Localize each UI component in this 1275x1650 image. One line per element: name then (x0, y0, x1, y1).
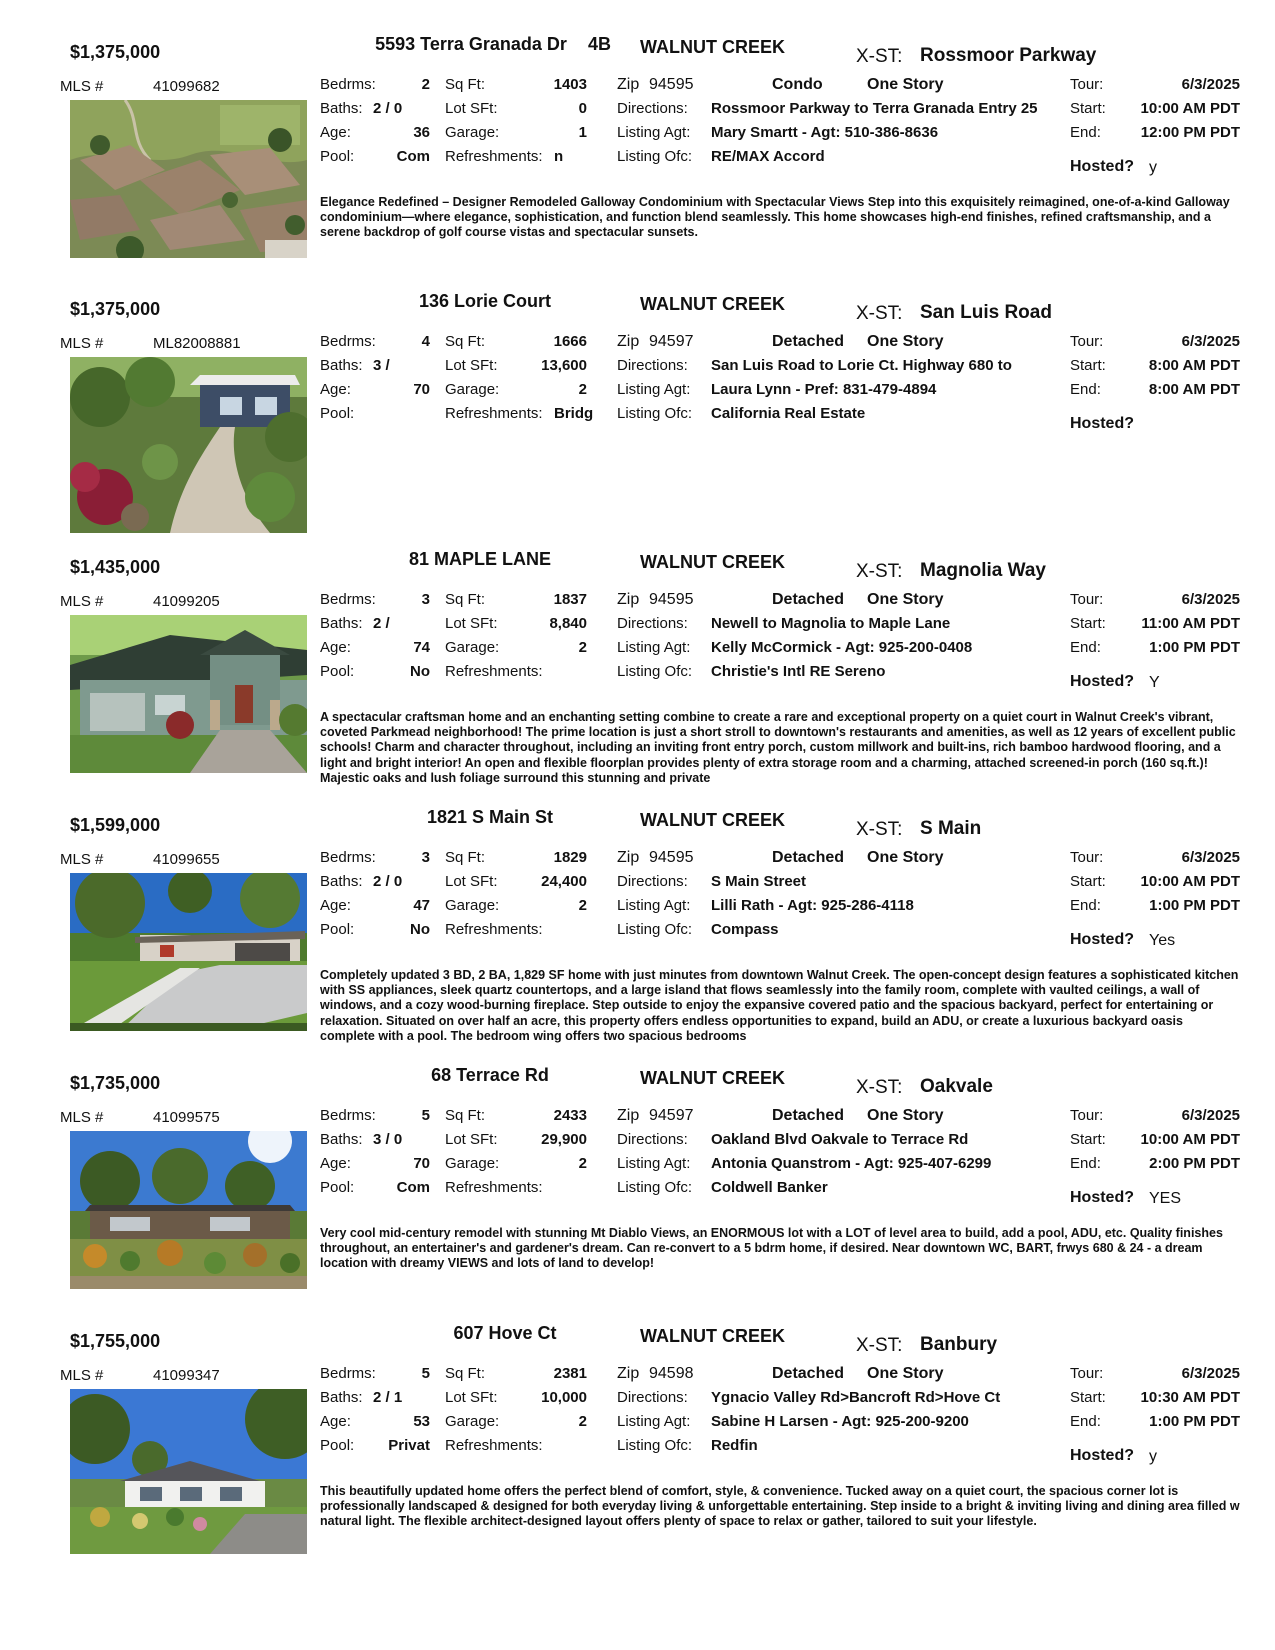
agent-label: Listing Agt: (617, 124, 691, 141)
refreshments-value: Bridg (554, 405, 594, 422)
tour-date: 6/3/2025 (1181, 1107, 1240, 1124)
agent-value: Laura Lynn - Pref: 831-479-4894 (711, 381, 937, 398)
age-value: 70 (413, 1155, 430, 1172)
mls-label: MLS # (60, 1367, 104, 1384)
age-label: Age: (320, 639, 351, 656)
age-value: 70 (413, 381, 430, 398)
bedrooms-value: 4 (421, 333, 430, 350)
sqft-value: 2433 (553, 1107, 587, 1124)
listing-description: Elegance Redefined – Designer Remodeled Galloway Condominium with Spectacular Views Step into this exquisitely reimagined, one-of-a-kind Galloway condominium—where elegance, sophistication, and function blend seamlessly. This home showcases high-end finishes, refined craftsmanship, and a serene backdrop of golf course vistas and spectacular sunsets. (320, 195, 1230, 240)
listing-photo[interactable] (70, 100, 307, 258)
agent-value: Antonia Quanstrom - Agt: 925-407-6299 (711, 1155, 992, 1172)
listing-description: A spectacular craftsman home and an enchanting setting combine to create a rare and exceptional property on a quiet court in Walnut Creek's vibrant, coveted Parkmead neighborhood! The prime location is just a short stroll to downtown's restaurants and amenities, as well as 12 years of excellent public schools! Charm and character throughout, including an inviting front entry porch, custom millwork and built-ins, rich bamboo hardwood flooring, and a light and bright interior! An open and flexible floorplan provides plenty of extra storage room and a charming, attached screened-in porch (160 sq.ft.)! Majestic oaks and lush foliage surround this stunning and private (320, 710, 1236, 785)
listing-description: Completely updated 3 BD, 2 BA, 1,829 SF home with just minutes from downtown Walnut Creek. The open-concept design features a sophisticated kitchen with SS appliances, sleek quartz countertops, and a large island that flows seamlessly into the family room, complete with vaulted ceilings, a wall of windows, and a cozy wood-burning fireplace. Step outside to enjoy the expansive covered patio and the spacious backyard, perfect for entertaining or relaxation. Situated on over half an acre, this property offers endless opportunities to expand, build an ADU, or create a luxurious backyard oasis complete with a pool. The bedroom wing offers two spacious bedrooms (320, 968, 1239, 1043)
listing-card (0, 287, 1275, 535)
listing-price: $1,375,000 (70, 42, 161, 62)
mls-label: MLS # (60, 851, 104, 868)
cross-street-label: X-ST: (856, 819, 903, 840)
sqft-label: Sq Ft: (445, 591, 486, 608)
sqft-label: Sq Ft: (445, 1107, 486, 1124)
ranch-house-photo (70, 873, 307, 1031)
zip-label: Zip (617, 76, 640, 93)
agent-label: Listing Agt: (617, 381, 691, 398)
lot-label: Lot SFt: (445, 100, 498, 117)
sqft-label: Sq Ft: (445, 849, 486, 866)
agent-value: Sabine H Larsen - Agt: 925-200-9200 (711, 1413, 969, 1430)
stories: One Story (867, 333, 944, 350)
property-type: Detached (772, 591, 845, 608)
bedrooms-label: Bedrms: (320, 76, 376, 93)
listing-address: 81 MAPLE LANE (408, 549, 552, 569)
directions-label: Directions: (617, 100, 688, 117)
bedrooms-label: Bedrms: (320, 333, 376, 350)
zip-value: 94597 (649, 333, 694, 350)
start-time: 10:00 AM PDT (1140, 1131, 1240, 1148)
start-label: Start: (1070, 615, 1106, 632)
refreshments-label: Refreshments: (445, 921, 543, 938)
start-time: 10:30 AM PDT (1140, 1389, 1240, 1406)
refreshments-label: Refreshments: (445, 1179, 543, 1196)
tour-label: Tour: (1070, 849, 1104, 866)
pool-value: Com (396, 1179, 430, 1196)
start-label: Start: (1070, 1389, 1106, 1406)
stories: One Story (867, 76, 944, 93)
pool-label: Pool: (320, 921, 355, 938)
lot-label: Lot SFt: (445, 873, 498, 890)
property-type: Condo (772, 76, 823, 93)
cross-street: San Luis Road (920, 302, 1052, 323)
listing-address: 68 Terrace Rd (431, 1065, 549, 1085)
mls-number: 41099347 (153, 1367, 220, 1384)
zip-value: 94595 (649, 849, 694, 866)
end-time: 1:00 PM PDT (1149, 639, 1240, 656)
mls-label: MLS # (60, 1109, 104, 1126)
end-time: 8:00 AM PDT (1148, 381, 1240, 398)
property-type: Detached (772, 1107, 845, 1124)
lot-value: 29,900 (541, 1131, 587, 1148)
baths-value: 3 / 0 (373, 1131, 403, 1148)
start-label: Start: (1070, 873, 1106, 890)
listing-address: 5593 Terra Granada Dr (375, 34, 567, 54)
listing-price: $1,435,000 (70, 557, 161, 577)
office-label: Listing Ofc: (617, 663, 693, 680)
office-label: Listing Ofc: (617, 921, 693, 938)
agent-value: Mary Smartt - Agt: 510-386-8636 (711, 124, 939, 141)
property-type: Detached (772, 1365, 845, 1382)
listing-photo[interactable] (70, 1389, 307, 1554)
cross-street-label: X-ST: (856, 1077, 903, 1098)
listing-description (320, 452, 1240, 527)
lot-value: 13,600 (541, 357, 587, 374)
listing-address: 607 Hove Ct (453, 1323, 557, 1343)
office-label: Listing Ofc: (617, 1437, 693, 1454)
listing-city: WALNUT CREEK (640, 1326, 785, 1346)
listing-photo[interactable] (70, 873, 307, 1031)
tour-date: 6/3/2025 (1181, 333, 1240, 350)
tour-date: 6/3/2025 (1181, 1365, 1240, 1382)
tour-date: 6/3/2025 (1181, 76, 1240, 93)
bedrooms-label: Bedrms: (320, 849, 376, 866)
agent-label: Listing Agt: (617, 639, 691, 656)
refreshments-label: Refreshments: (445, 1437, 543, 1454)
pool-label: Pool: (320, 1437, 355, 1454)
stories: One Story (867, 1365, 944, 1382)
garage-value: 2 (578, 1155, 587, 1172)
cross-street-label: X-ST: (856, 46, 903, 67)
bedrooms-value: 3 (421, 591, 430, 608)
listing-city: WALNUT CREEK (640, 1068, 785, 1088)
listing-description: Very cool mid-century remodel with stunning Mt Diablo Views, an ENORMOUS lot with a LOT of level area to build, add a pool, ADU, etc. Quality finishes throughout, an entertainer's and gardener's dream. Can re-convert to a 5 bdrm home, if desired. Near downtown WC, BART, frwys 680 & 24 - a dream location with dreamy VIEWS and lots of land to develop! (320, 1226, 1223, 1271)
age-label: Age: (320, 124, 351, 141)
end-time: 2:00 PM PDT (1149, 1155, 1240, 1172)
listing-card (0, 803, 1275, 1051)
hosted-value: y (1149, 159, 1157, 176)
baths-label: Baths: (320, 1131, 363, 1148)
lot-label: Lot SFt: (445, 1389, 498, 1406)
bedrooms-value: 2 (421, 76, 430, 93)
pool-value: No (410, 663, 430, 680)
garage-label: Garage: (445, 381, 500, 398)
garage-label: Garage: (445, 639, 500, 656)
end-time: 1:00 PM PDT (1149, 1413, 1240, 1430)
end-label: End: (1070, 124, 1101, 141)
listing-description: This beautifully updated home offers the perfect blend of comfort, style, & convenience. Tucked away on a quiet court, the spacious corner lot is professionally landscaped & designed for both everyday living & unforgettable entertaining. Step inside to a bright & inviting living and dining area filled w natural light. The flexible architect-designed layout offers plenty of space to relax or gather, tailored to suit your lifestyle. (320, 1484, 1240, 1529)
pool-label: Pool: (320, 663, 355, 680)
agent-label: Listing Agt: (617, 1155, 691, 1172)
garage-label: Garage: (445, 124, 500, 141)
baths-value: 2 / 0 (373, 873, 403, 890)
bedrooms-label: Bedrms: (320, 591, 376, 608)
office-label: Listing Ofc: (617, 148, 693, 165)
listing-unit: 4B (588, 34, 612, 54)
cross-street: Oakvale (920, 1076, 993, 1097)
listing-address: 136 Lorie Court (418, 291, 552, 311)
hosted-label: Hosted? (1070, 158, 1134, 175)
zip-label: Zip (617, 333, 640, 350)
listing-card (0, 1319, 1275, 1567)
bedrooms-value: 5 (421, 1107, 430, 1124)
mls-label: MLS # (60, 335, 104, 352)
office-value: Compass (711, 921, 779, 938)
age-value: 74 (413, 639, 430, 656)
garden-house-photo (70, 357, 307, 533)
mls-number: 41099682 (153, 78, 220, 95)
white-house-photo (70, 1389, 307, 1554)
start-label: Start: (1070, 357, 1106, 374)
pool-value: No (410, 921, 430, 938)
directions-value: Ygnacio Valley Rd>Bancroft Rd>Hove Ct (711, 1389, 1001, 1406)
garage-value: 2 (578, 1413, 587, 1430)
sqft-label: Sq Ft: (445, 76, 486, 93)
garage-label: Garage: (445, 1413, 500, 1430)
office-value: Redfin (711, 1437, 758, 1454)
office-value: RE/MAX Accord (711, 148, 825, 165)
age-label: Age: (320, 1413, 351, 1430)
office-value: Coldwell Banker (711, 1179, 828, 1196)
hosted-value: YES (1149, 1190, 1182, 1207)
sqft-value: 1837 (553, 591, 587, 608)
hosted-value: Yes (1149, 932, 1176, 949)
directions-label: Directions: (617, 615, 688, 632)
start-time: 10:00 AM PDT (1140, 873, 1240, 890)
listing-card (0, 545, 1275, 793)
cross-street-label: X-ST: (856, 1335, 903, 1356)
stories: One Story (867, 1107, 944, 1124)
agent-label: Listing Agt: (617, 897, 691, 914)
garage-value: 2 (578, 381, 587, 398)
mls-number: 41099655 (153, 851, 220, 868)
zip-label: Zip (617, 1365, 640, 1382)
cross-street: Banbury (920, 1334, 998, 1355)
sqft-value: 2381 (553, 1365, 587, 1382)
age-value: 53 (413, 1413, 430, 1430)
office-value: California Real Estate (711, 405, 866, 422)
pool-value: Privat (388, 1437, 430, 1454)
cross-street-label: X-ST: (856, 303, 903, 324)
mls-number: 41099205 (153, 593, 220, 610)
baths-value: 3 / (373, 357, 390, 374)
listing-price: $1,755,000 (70, 1331, 161, 1351)
hosted-label: Hosted? (1070, 1447, 1134, 1464)
aerial-condos-photo (70, 100, 307, 258)
listing-city: WALNUT CREEK (640, 294, 785, 314)
listing-photo[interactable] (70, 357, 307, 533)
office-label: Listing Ofc: (617, 405, 693, 422)
listing-card (0, 1061, 1275, 1309)
office-value: Christie's Intl RE Sereno (711, 663, 886, 680)
lot-value: 8,840 (549, 615, 587, 632)
baths-label: Baths: (320, 357, 363, 374)
craftsman-house-photo (70, 615, 307, 773)
pool-label: Pool: (320, 405, 355, 422)
age-value: 36 (413, 124, 430, 141)
directions-label: Directions: (617, 873, 688, 890)
lot-label: Lot SFt: (445, 615, 498, 632)
tour-label: Tour: (1070, 76, 1104, 93)
garage-value: 1 (578, 124, 587, 141)
zip-label: Zip (617, 1107, 640, 1124)
directions-value: Rossmoor Parkway to Terra Granada Entry 25 (711, 100, 1038, 117)
property-type: Detached (772, 333, 845, 350)
mls-label: MLS # (60, 78, 104, 95)
cross-street-label: X-ST: (856, 561, 903, 582)
baths-value: 2 / 1 (373, 1389, 403, 1406)
end-time: 1:00 PM PDT (1149, 897, 1240, 914)
baths-label: Baths: (320, 1389, 363, 1406)
start-time: 8:00 AM PDT (1148, 357, 1240, 374)
age-label: Age: (320, 897, 351, 914)
end-time: 12:00 PM PDT (1140, 124, 1240, 141)
age-label: Age: (320, 381, 351, 398)
directions-label: Directions: (617, 1389, 688, 1406)
refreshments-value: n (554, 148, 564, 165)
listing-city: WALNUT CREEK (640, 810, 785, 830)
mls-number: ML82008881 (153, 335, 241, 352)
refreshments-label: Refreshments: (445, 148, 543, 165)
listing-photo[interactable] (70, 1131, 307, 1289)
end-label: End: (1070, 1413, 1101, 1430)
cross-street: Rossmoor Parkway (920, 45, 1097, 66)
start-label: Start: (1070, 100, 1106, 117)
agent-label: Listing Agt: (617, 1413, 691, 1430)
bedrooms-label: Bedrms: (320, 1107, 376, 1124)
hosted-label: Hosted? (1070, 1189, 1134, 1206)
baths-value: 2 / 0 (373, 100, 403, 117)
zip-label: Zip (617, 591, 640, 608)
midcentury-house-photo (70, 1131, 307, 1289)
refreshments-label: Refreshments: (445, 405, 543, 422)
garage-label: Garage: (445, 897, 500, 914)
directions-label: Directions: (617, 1131, 688, 1148)
sqft-value: 1666 (553, 333, 587, 350)
listing-city: WALNUT CREEK (640, 552, 785, 572)
listing-card (0, 30, 1275, 278)
directions-label: Directions: (617, 357, 688, 374)
sqft-label: Sq Ft: (445, 333, 486, 350)
stories: One Story (867, 849, 944, 866)
listing-price: $1,599,000 (70, 815, 161, 835)
tour-label: Tour: (1070, 333, 1104, 350)
end-label: End: (1070, 1155, 1101, 1172)
directions-value: San Luis Road to Lorie Ct. Highway 680 to (711, 357, 1012, 374)
lot-value: 0 (578, 100, 587, 117)
tour-date: 6/3/2025 (1181, 849, 1240, 866)
age-label: Age: (320, 1155, 351, 1172)
directions-value: S Main Street (711, 873, 807, 890)
baths-value: 2 / (373, 615, 390, 632)
directions-value: Oakland Blvd Oakvale to Terrace Rd (711, 1131, 969, 1148)
property-type: Detached (772, 849, 845, 866)
pool-value: Com (396, 148, 430, 165)
agent-value: Kelly McCormick - Agt: 925-200-0408 (711, 639, 973, 656)
lot-value: 24,400 (541, 873, 587, 890)
zip-value: 94598 (649, 1365, 694, 1382)
listing-price: $1,735,000 (70, 1073, 161, 1093)
pool-label: Pool: (320, 1179, 355, 1196)
listing-address: 1821 S Main St (426, 807, 554, 827)
hosted-label: Hosted? (1070, 673, 1134, 690)
sqft-value: 1403 (553, 76, 587, 93)
garage-value: 2 (578, 639, 587, 656)
lot-label: Lot SFt: (445, 1131, 498, 1148)
office-label: Listing Ofc: (617, 1179, 693, 1196)
mls-number: 41099575 (153, 1109, 220, 1126)
start-time: 10:00 AM PDT (1140, 100, 1240, 117)
listing-price: $1,375,000 (70, 299, 161, 319)
garage-label: Garage: (445, 1155, 500, 1172)
hosted-label: Hosted? (1070, 931, 1134, 948)
age-value: 47 (413, 897, 430, 914)
start-label: Start: (1070, 1131, 1106, 1148)
listing-city: WALNUT CREEK (640, 37, 785, 57)
end-label: End: (1070, 897, 1101, 914)
baths-label: Baths: (320, 873, 363, 890)
zip-value: 94597 (649, 1107, 694, 1124)
zip-label: Zip (617, 849, 640, 866)
hosted-value: Y (1149, 674, 1160, 691)
cross-street: S Main (920, 818, 982, 839)
hosted-value: y (1149, 1448, 1157, 1465)
listing-photo[interactable] (70, 615, 307, 773)
cross-street: Magnolia Way (920, 560, 1046, 581)
tour-label: Tour: (1070, 1107, 1104, 1124)
sqft-value: 1829 (553, 849, 587, 866)
bedrooms-label: Bedrms: (320, 1365, 376, 1382)
lot-value: 10,000 (541, 1389, 587, 1406)
bedrooms-value: 5 (421, 1365, 430, 1382)
lot-label: Lot SFt: (445, 357, 498, 374)
end-label: End: (1070, 381, 1101, 398)
zip-value: 94595 (649, 591, 694, 608)
agent-value: Lilli Rath - Agt: 925-286-4118 (711, 897, 914, 914)
refreshments-label: Refreshments: (445, 663, 543, 680)
pool-label: Pool: (320, 148, 355, 165)
sqft-label: Sq Ft: (445, 1365, 486, 1382)
directions-value: Newell to Magnolia to Maple Lane (711, 615, 951, 632)
tour-label: Tour: (1070, 591, 1104, 608)
hosted-label: Hosted? (1070, 415, 1134, 432)
garage-value: 2 (578, 897, 587, 914)
tour-label: Tour: (1070, 1365, 1104, 1382)
end-label: End: (1070, 639, 1101, 656)
stories: One Story (867, 591, 944, 608)
baths-label: Baths: (320, 100, 363, 117)
mls-label: MLS # (60, 593, 104, 610)
tour-date: 6/3/2025 (1181, 591, 1240, 608)
bedrooms-value: 3 (421, 849, 430, 866)
zip-value: 94595 (649, 76, 694, 93)
start-time: 11:00 AM PDT (1141, 615, 1240, 632)
baths-label: Baths: (320, 615, 363, 632)
